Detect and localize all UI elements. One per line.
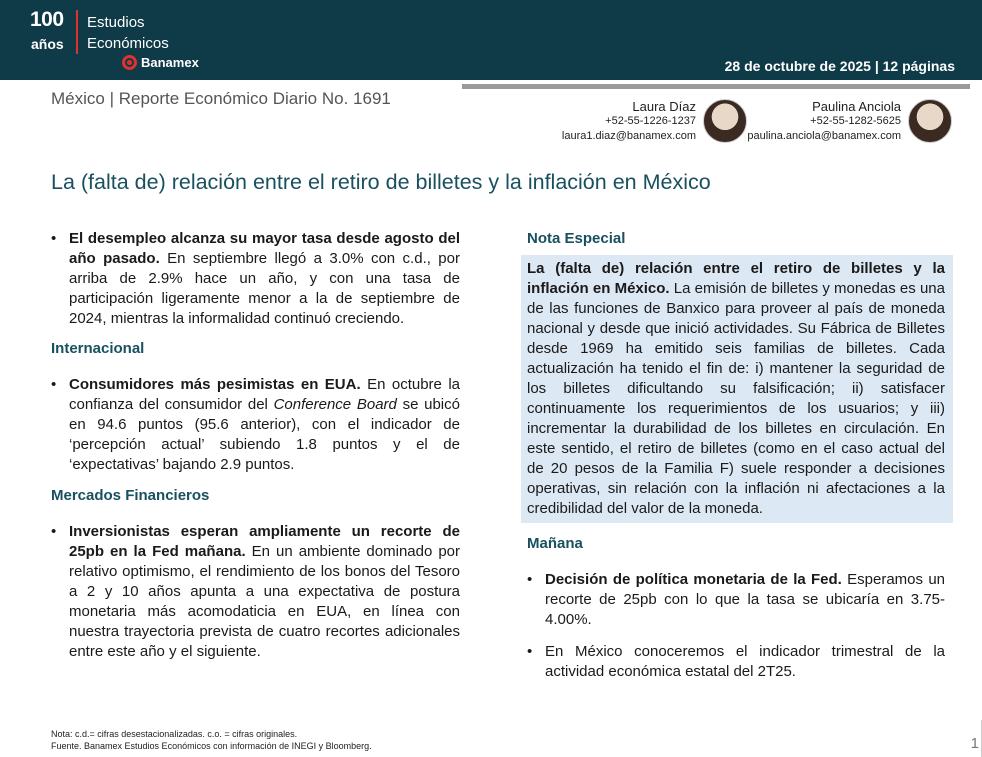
left-column (51, 229, 460, 662)
author-name: Laura Díaz (632, 99, 696, 114)
author-name: Paulina Anciola (812, 99, 901, 114)
author-phone: +52-55-1226-1237 (605, 115, 696, 127)
logo-line-2: Económicos (87, 35, 169, 52)
author-email[interactable]: paulina.anciola@banamex.com (747, 130, 901, 142)
avatar (703, 99, 747, 143)
section-internacional: Internacional (51, 340, 145, 357)
report-line: México | Reporte Económico Diario No. 1691 (51, 89, 391, 108)
header-banner (0, 0, 982, 80)
banamex-logo-icon (122, 55, 137, 70)
author-2 (747, 99, 901, 144)
bullet-italic: Conference Board (273, 396, 397, 413)
footnote-line-1: Nota: c.d.= cifras desestacionalizadas. c.o. = cifras originales. (51, 729, 298, 739)
bullet-lead: Decisión de política monetaria de la Fed. (545, 571, 842, 588)
logo-text (87, 12, 169, 54)
date-pages: 28 de octubre de 2025 | 12 páginas (724, 58, 955, 74)
bullet-lead: Inversionistas esperan ampliamente un recorte de 25pb en la Fed mañana. (69, 523, 460, 560)
bullet-lead: El desempleo alcanza su mayor tasa desde agosto del año pasado. (69, 230, 460, 267)
logo-anos: años (31, 36, 64, 52)
nota-text: La emisión de billetes y monedas es una de las funciones de Banxico para proveer al país de moneda nacional y desde que inició actividades. Su Fábrica de Billetes desde 1969 ha emitido seis familias de billetes. Cada actualización ha tenido el fin de: i) mantener la seguridad de los billetes dificultando su falsificación; ii) satisfacer continuamente los requerimientos de los usuarios; y iii) incrementar la durabilidad de los billetes en circulación. En este sentido, el retiro de billetes (como en el caso actual del de 20 pesos de la Familia F) suele responder a decisiones operativas, sin relación con la inflación ni afectaciones a la credibilidad del valor de la moneda. (527, 280, 945, 517)
footnote (51, 728, 372, 752)
right-column (527, 229, 945, 682)
page-number: 1 (970, 735, 979, 752)
bullet-mexico (527, 642, 945, 682)
section-manana: Mañana (527, 535, 583, 552)
bullet-text: Esperamos un recorte de 25pb con lo que la tasa se ubicaría en 3.75-4.00%. (545, 571, 946, 628)
bullet-text: En un ambiente dominado por relativo optimismo, el rendimiento de los bonos del Tesoro a 2 y 10 años apunta a una expectativa de postura monetaria más acomodaticia en EUA, en línea con nuestra trayectoria prevista de cuatro recortes adicionales entre este año y el siguiente. (69, 543, 461, 660)
logo-line-1: Estudios (87, 14, 145, 31)
footnote-line-2: Fuente. Banamex Estudios Económicos con información de INEGI y Bloomberg. (51, 741, 372, 751)
bullet-text: En México conoceremos el indicador trimestral de la actividad económica estatal del 2T25. (545, 643, 945, 680)
brand-logo (122, 55, 199, 70)
nota-lead: La (falta de) relación entre el retiro de billetes y la inflación en México. (527, 260, 945, 297)
bullet-desempleo (51, 229, 460, 329)
logo-100: 100 (30, 8, 64, 31)
bullet-text: se ubicó en 94.6 puntos (95.6 anterior), con el indicador de ‘percepción actual’ subiendo 1.8 puntos y el de ‘expectativas’ bajando 2.9 puntos. (69, 396, 460, 473)
author-1 (562, 99, 696, 144)
nota-especial-box (521, 255, 953, 523)
author-email[interactable]: laura1.diaz@banamex.com (561, 130, 696, 142)
page-title: La (falta de) relación entre el retiro de billetes y la inflación en México (51, 170, 711, 194)
bullet-fed (527, 570, 945, 630)
section-nota-especial: Nota Especial (527, 230, 626, 247)
avatar (908, 99, 952, 143)
author-phone: +52-55-1282-5625 (810, 115, 901, 127)
logo-divider (76, 10, 78, 54)
bullet-text: En octubre la confianza del consumidor del (69, 376, 461, 413)
section-mercados: Mercados Financieros (51, 487, 210, 504)
bullet-consumidores (51, 375, 460, 475)
bullet-inversionistas (51, 522, 460, 662)
bullet-lead: Consumidores más pesimistas en EUA. (69, 376, 361, 393)
brand-name: Banamex (141, 55, 199, 70)
header-rule (462, 84, 970, 89)
bullet-text: En septiembre llegó a 3.0% con c.d., por arriba de 2.9% hace un año, y con una tasa de participación ligeramente menor a la de septiembre de 2024, mientras la informalidad continuó creciendo. (69, 250, 460, 327)
